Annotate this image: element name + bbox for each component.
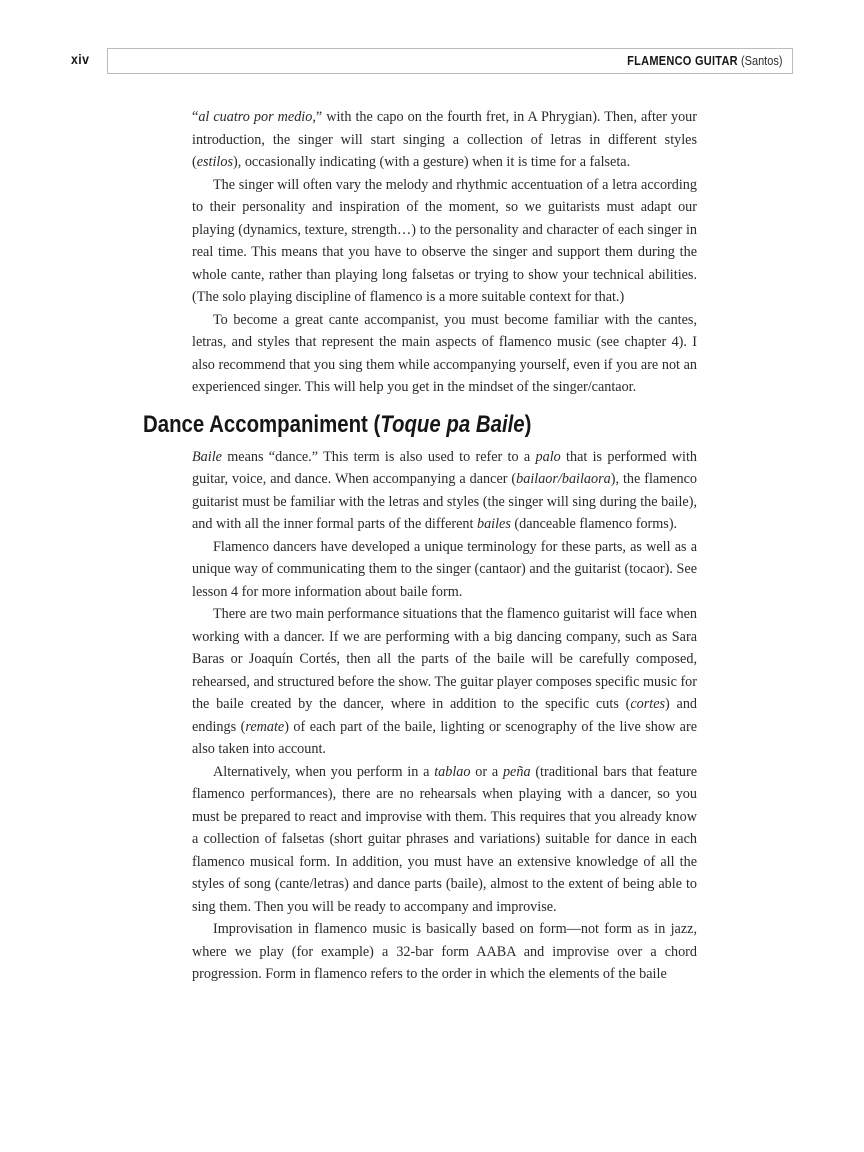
text-run: ” with the capo on the fourth fret, in A Phrygian). Then, after your introduction, the singer will start singing a collection of letras in different styles ( [192,109,697,170]
italic-run: al cuatro por medio, [198,109,316,125]
page-number: xiv [71,51,90,67]
text-run: ), occasionally indicating (with a gesture) when it is time for a falseta. [233,154,631,170]
paragraph [192,174,697,309]
text-run: The singer will often vary the melody and rhythmic accentuation of a letra according to their personality and inspiration of the moment, so we guitarists must adapt our playing (dynamics, texture, strength…) to the personality and character of each singer in real time. This means that you have to observe the singer and support them during the whole cante, rather than playing long falsetas or trying to show your technical abilities. (The solo playing discipline of flamenco is a more suitable context for that.) [192,176,697,305]
text-run: or a [470,763,503,780]
text-run: Flamenco dancers have developed a unique terminology for these parts, as well as a unique way of communicating them to the singer (cantaor) and the guitarist (tocaor). See lesson 4 for more information about baile form. [192,538,697,600]
text-run: ) and endings ( [192,696,698,735]
text-run: that is performed with guitar, voice, and dance. When accompanying a dancer ( [192,448,697,487]
italic-run: tablao [434,763,471,780]
text-run: ) of each part of the baile, lighting or scenography of the live show are also taken into account. [192,718,697,757]
paragraph [192,446,697,536]
italic-run: cortes [630,696,666,712]
text-run: “ [192,109,199,125]
running-head-author: (Santos) [741,54,783,68]
italic-run: remate [245,718,285,735]
italic-run: estilos [196,154,233,170]
text-run: To become a great cante accompanist, you must become familiar with the cantes, letras, and styles that represent the main aspects of flamenco music (see chapter 4). I also recommend that you sing them while accompanying yourself, even if you are not an experienced singer. This will help you get in the mindset of the singer/cantaor. [192,311,697,395]
running-head [628,54,783,68]
running-head-box [107,48,793,74]
text-run: Dance Accompaniment ( [143,410,381,438]
text-run: Improvisation in flamenco music is basically based on form—not form as in jazz, where we play (for example) a 32-bar form AABA and improvise over a chord progression. Form in flamenco refers to the order in which the elements of the baile [192,921,697,982]
text-run: ), the flamenco guitarist must be familiar with the letras and styles (the singer will sing during the baile), and with all the inner formal parts of the different [192,471,697,532]
paragraph [192,918,697,986]
paragraph [192,536,697,604]
running-head-title: FLAMENCO GUITAR [627,54,739,68]
text-run: Alternatively, when you perform in a [213,763,435,780]
section-heading [143,412,614,437]
paragraph [192,761,697,919]
italic-run: peña [502,763,531,780]
italic-run: Baile [192,448,222,465]
text-run: (danceable flamenco forms). [510,516,678,532]
text-run: (traditional bars that feature flamenco performances), there are no rehearsals when playing with a dancer, so you must be prepared to react and improvise with them. This requires that you already know a collection of falsetas (short guitar phrases and variations) suitable for dance in each flamenco musical form. In addition, you must have an extensive knowledge of all the styles of song (cante/letras) and dance parts (baile), almost to the extent of being able to sing them. Then you will be ready to accompany and improvise. [192,763,697,915]
paragraph [192,603,697,761]
text-run: means “dance.” This term is also used to refer to a [221,448,536,465]
italic-run: bailaor/bailaora [516,471,611,487]
italic-run: bailes [476,516,511,532]
italic-run: palo [535,448,561,465]
paragraph [192,106,697,174]
text-run: ) [524,410,532,438]
page-body [143,106,698,986]
italic-run: Toque pa Baile [380,410,525,438]
paragraph [192,309,697,399]
text-run: There are two main performance situations that the flamenco guitarist will face when working with a dancer. If we are performing with a big dancing company, such as Sara Baras or Joaquín Cortés, then all the parts of the baile will be carefully composed, rehearsed, and structured before the show. The guitar player composes specific music for the baile created by the dancer, where in addition to the specific cuts ( [192,606,697,712]
